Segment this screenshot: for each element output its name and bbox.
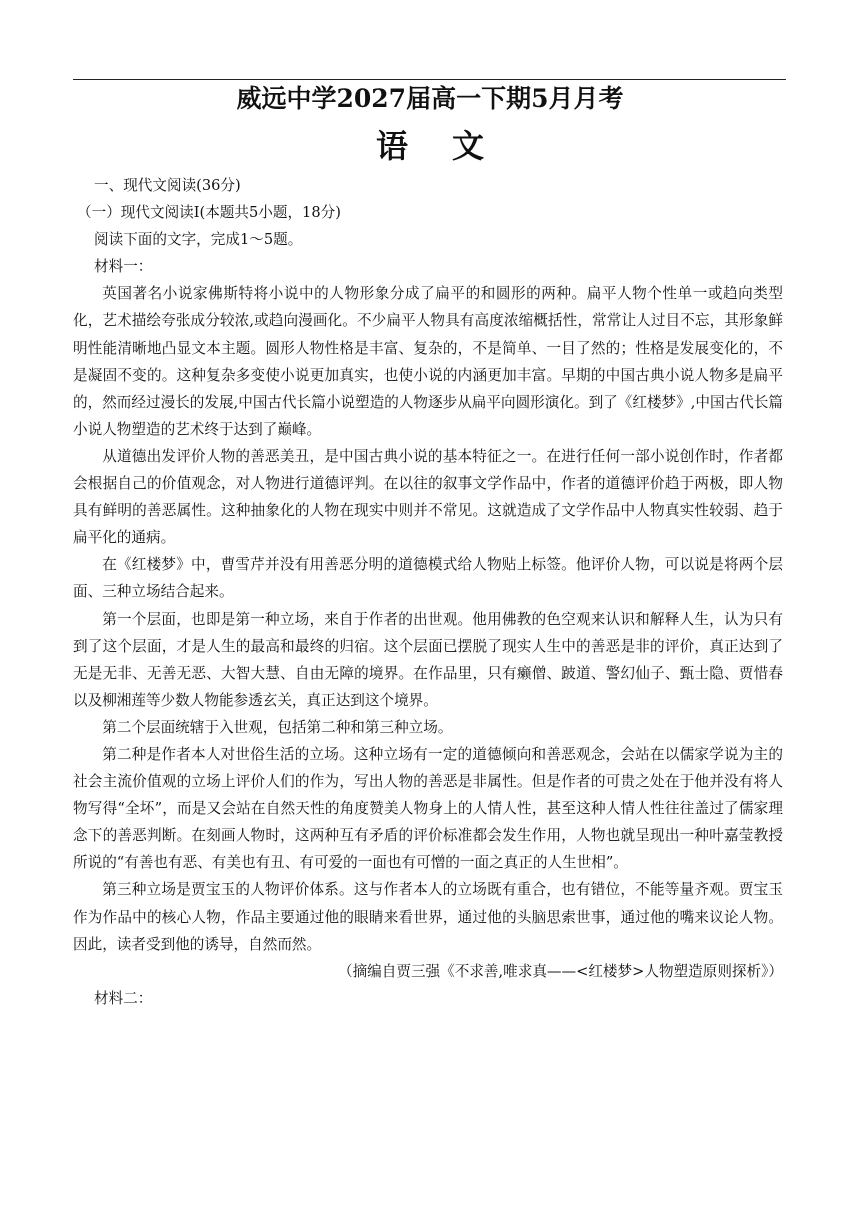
reading-content (73, 172, 783, 1012)
paragraph: 在《红楼梦》中，曹雪芹并没有用善恶分明的道德模式给人物贴上标签。他评价人物，可以说是将两个层面、三种立场结合起来。 (73, 556, 783, 601)
subject-title (0, 124, 860, 168)
top-rule (73, 79, 786, 80)
section-heading: 一、现代文阅读(36分) (94, 177, 241, 194)
material-one-label: 材料一： (94, 258, 153, 276)
exam-title: 威远中学2027届高一下期5月月考 (236, 84, 624, 113)
paragraph: 第二个层面统辖于入世观，包括第二种和第三种立场。 (102, 718, 453, 736)
instruction-text: 阅读下面的文字，完成1～5题。 (94, 231, 303, 249)
paragraph: 从道德出发评价人物的善恶美丑，是中国古典小说的基本特征之一。在进行任何一部小说创作时，作者都会根据自己的价值观念，对人物进行道德评判。在以往的叙事文学作品中，作者的道德评价趋于两极，即人物具有鲜明的善恶属性。这种抽象化的人物在现实中则并不常见。这就造成了文学作品中人物真实性较弱、趋于扁平化的通病。 (73, 447, 783, 547)
paragraph: 第二种是作者本人对世俗生活的立场。这种立场有一定的道德倾向和善恶观念，会站在以儒家学说为主的社会主流价值观的立场上评价人们的作为，写出人物的善恶是非属性。但是作者的可贵之处在于他并没有将人物写得“全坏”，而是又会站在自然天性的角度赞美人物身上的人情人性，甚至这种人情人性往往盖过了儒家理念下的善恶判断。在刻画人物时，这两种互有矛盾的评价标准都会发生作用，人物也就呈现出一种叶嘉莹教授所说的“有善也有恶、有美也有丑、有可爱的一面也有可憎的一面之真正的人生世相”。 (73, 745, 783, 872)
paragraph: 英国著名小说家佛斯特将小说中的人物形象分成了扁平的和圆形的两种。扁平人物个性单一或趋向类型化，艺术描绘夸张成分较浓,或趋向漫画化。不少扁平人物具有高度浓缩概括性，常常让人过目不忘，其形象鲜明性能清晰地凸显文本主题。圆形人物性格是丰富、复杂的，不是简单、一目了然的；性格是发展变化的，不是凝固不变的。这种复杂多变使小说更加真实，也使小说的内涵更加丰富。早期的中国古典小说人物多是扁平的，然而经过漫长的发展,中国古代长篇小说塑造的人物逐步从扁平向圆形演化。到了《红楼梦》,中国古代长篇小说人物塑造的艺术终于达到了巅峰。 (73, 285, 783, 438)
source-citation: （摘编自贾三强《不求善,唯求真——<红楼梦>人物塑造原则探析》） (337, 962, 783, 980)
subsection-heading: （一）现代文阅读Ⅰ(本题共5小题，18分) (77, 204, 341, 222)
subject-char-1: 语 (375, 127, 408, 165)
paragraph: 第一个层面，也即是第一种立场，来自于作者的出世观。他用佛教的色空观来认识和解释人生，认为只有到了这个层面，才是人生的最高和最终的归宿。这个层面已摆脱了现实人生中的善恶是非的评价，真正达到了无是无非、无善无恶、大智大慧、自由无障的境界。在作品里，只有癞僧、跛道、警幻仙子、甄士隐、贾惜春以及柳湘莲等少数人物能参透玄关，真正达到这个境界。 (73, 610, 783, 709)
subject-char-2: 文 (452, 127, 485, 165)
material-two-label: 材料二： (94, 989, 153, 1007)
paragraph: 第三种立场是贾宝玉的人物评价体系。这与作者本人的立场既有重合，也有错位，不能等量齐观。贾宝玉作为作品中的核心人物，作品主要通过他的眼睛来看世界，通过他的头脑思索世事，通过他的嘴来议论人物。因此，读者受到他的诱导，自然而然。 (73, 881, 783, 953)
